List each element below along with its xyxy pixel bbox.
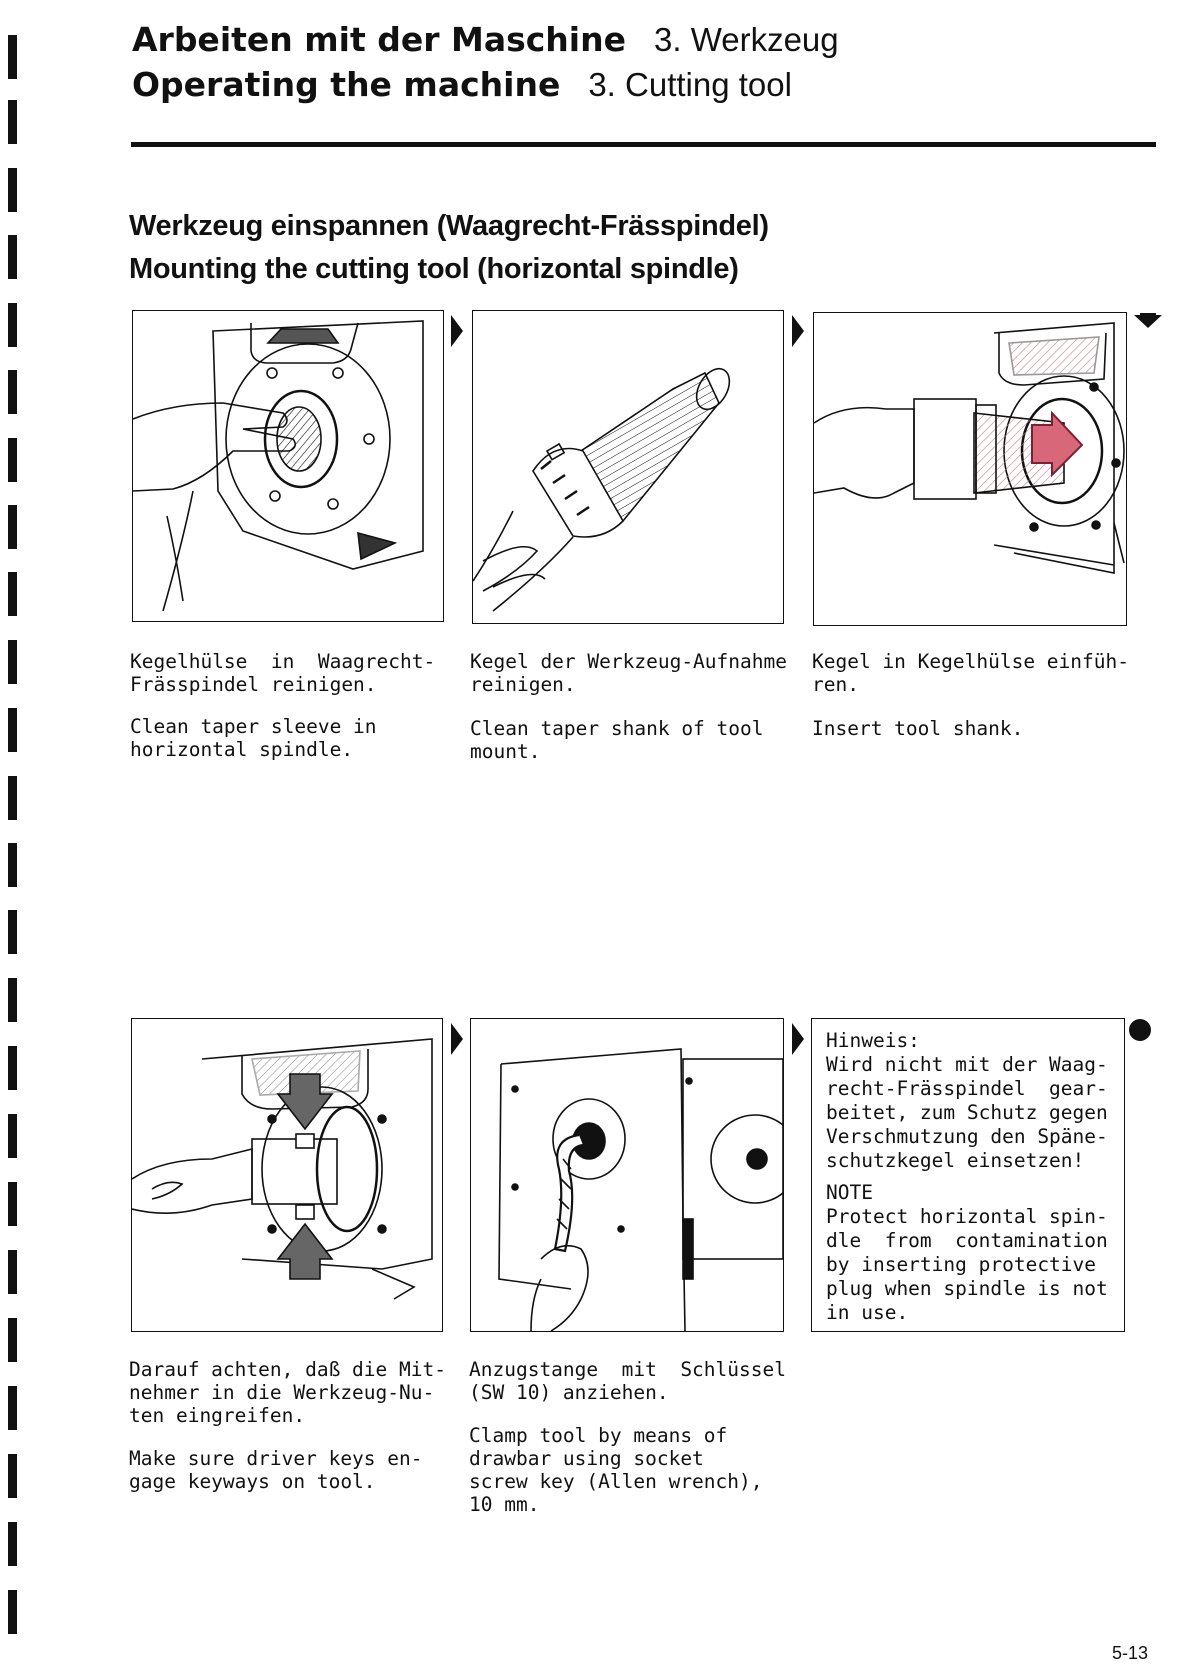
binding-mark (8, 572, 17, 616)
binding-mark (8, 978, 17, 1022)
header-rule (131, 142, 1156, 147)
binding-mark (8, 843, 17, 887)
header-section-en: 3. Cutting tool (588, 66, 792, 103)
binding-mark (8, 1182, 17, 1226)
step5-caption-en: Clamp tool by means of drawbar using socket screw key (Allen wrench), 10 mm. (469, 1424, 763, 1516)
step1-caption-en: Clean taper sleeve in horizontal spindle. (130, 715, 377, 761)
header-line-de (132, 20, 839, 60)
step4-caption-en: Make sure driver keys en- gage keyways on tool. (129, 1447, 423, 1493)
binding-mark (8, 168, 17, 212)
step5-caption-de: Anzugstange mit Schlüssel (SW 10) anziehen. (469, 1358, 786, 1404)
page-number: 5-13 (1112, 1643, 1149, 1663)
illustration-insert-tool-shank (813, 312, 1127, 626)
binding-mark (8, 505, 17, 549)
binding-mark (8, 1522, 17, 1566)
note-bullet-icon (1129, 1019, 1151, 1041)
note-title-de: Hinweis: (826, 1029, 920, 1052)
binding-mark (8, 35, 17, 79)
note-text-en: Protect horizontal spin- dle from contamination by inserting protective plug when spindle is not in use. (826, 1205, 1108, 1324)
header-chapter-de: Arbeiten mit der Maschine (132, 20, 626, 59)
binding-mark (8, 1046, 17, 1090)
next-arrow-icon (791, 314, 805, 348)
binding-mark (8, 100, 17, 144)
binding-mark (8, 1114, 17, 1158)
step2-caption-en: Clean taper shank of tool mount. (470, 717, 764, 763)
step3-caption-en: Insert tool shank. (812, 717, 1024, 740)
illustration-clean-taper-shank (472, 310, 784, 624)
binding-mark (8, 640, 17, 684)
section-title-en: Mounting the cutting tool (horizontal spindle) (129, 253, 739, 285)
step3-caption-de: Kegel in Kegelhülse einfüh- ren. (812, 650, 1129, 696)
next-arrow-icon (791, 1022, 805, 1056)
binding-mark (8, 1250, 17, 1294)
note-title-en: NOTE (826, 1181, 873, 1204)
next-arrow-icon (450, 314, 464, 348)
binding-mark (8, 235, 17, 279)
note-box (811, 1018, 1125, 1332)
next-arrow-icon (450, 1022, 464, 1056)
binding-mark (8, 438, 17, 482)
step1-caption-de: Kegelhülse in Waagrecht- Frässpindel reinigen. (130, 650, 436, 696)
binding-mark (8, 708, 17, 752)
binding-mark (8, 303, 17, 347)
illustration-driver-keys (131, 1018, 443, 1332)
note-text-de: Wird nicht mit der Waag- recht-Frässpindel gear- beitet, zum Schutz gegen Verschmutzung den Späne- schutzkegel einsetzen! (826, 1053, 1108, 1172)
binding-mark (8, 1590, 17, 1634)
binding-mark (8, 910, 17, 954)
header-chapter-en: Operating the machine (132, 65, 561, 104)
continue-down-arrow-icon (1134, 313, 1162, 329)
section-title-de: Werkzeug einspannen (Waagrecht-Frässpindel) (129, 210, 769, 242)
binding-mark (8, 776, 17, 820)
binding-mark (8, 1318, 17, 1362)
header-line-en (132, 65, 792, 105)
binding-mark (8, 1386, 17, 1430)
binding-mark (8, 1454, 17, 1498)
step2-caption-de: Kegel der Werkzeug-Aufnahme reinigen. (470, 650, 787, 696)
step4-caption-de: Darauf achten, daß die Mit- nehmer in die Werkzeug-Nu- ten eingreifen. (129, 1358, 446, 1427)
header-section-de: 3. Werkzeug (654, 21, 839, 58)
illustration-clean-taper-sleeve (132, 310, 444, 622)
binding-mark (8, 370, 17, 414)
illustration-drawbar-wrench (470, 1018, 784, 1332)
